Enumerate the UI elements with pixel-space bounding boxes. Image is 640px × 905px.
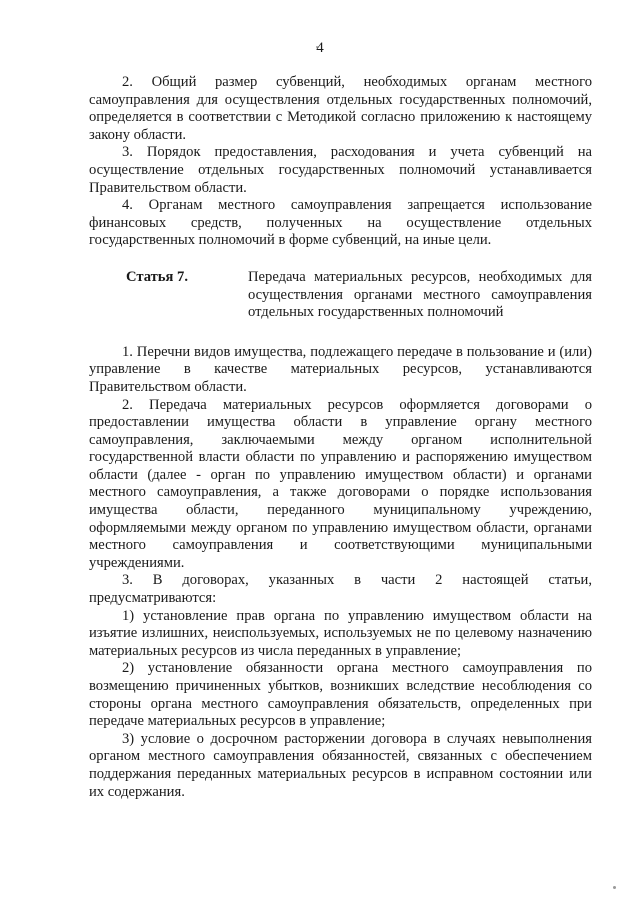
- paragraph-subvention-size: 2. Общий размер субвенций, необходимых органам местного самоуправления для осуществления отдельных государственных полномочий, определяется в соответствии с Методикой согласно приложению к настоящему закону области.: [89, 74, 592, 143]
- list-item-damages-obligation: 2) установление обязанности органа местного самоуправления по возмещению причиненных убытков, возникших вследствие несоблюдения со стороны органа местного самоуправления обязательств, определенных при передаче материальных ресурсов в управление;: [89, 660, 592, 730]
- page-number: 4: [316, 40, 324, 56]
- scan-artifact-dot: [613, 886, 616, 889]
- article-heading: [126, 269, 592, 322]
- paragraph-subvention-procedure: 3. Порядок предоставления, расходования и учета субвенций на осуществление отдельных государственных полномочий устанавливается Правительством области.: [89, 144, 592, 196]
- spacer: [89, 322, 592, 344]
- paragraph-property-lists: 1. Перечни видов имущества, подлежащего передаче в пользование и (или) управление в качестве материальных ресурсов, устанавливаются Правительством области.: [89, 343, 592, 395]
- list-item-withdrawal-rights: 1) установление прав органа по управлению имуществом области на изъятие излишних, неиспользуемых, используемых не по целевому назначению материальных ресурсов из числа переданных в управление;: [89, 607, 592, 659]
- paragraph-transfer-contracts: 2. Передача материальных ресурсов оформляется договорами о предоставлении имущества области в управление органу местного самоуправления, заключаемыми между органом исполнительной государственной власти области по управлению и распоряжению имуществом области (далее - орган по управлению имуществом области) и органами местного самоуправления, а также договорами о порядке использования имущества области, переданного муниципальному учреждению, оформляемыми между органом по управлению имуществом области, органами местного самоуправления и соответствующими муниципальными учреждениями.: [89, 396, 592, 571]
- spacer: [89, 250, 592, 269]
- paragraph-subvention-prohibition: 4. Органам местного самоуправления запрещается использование финансовых средств, полученных на осуществление отдельных государственных полномочий в форме субвенций, на иные цели.: [89, 197, 592, 249]
- paragraph-contract-provisions: 3. В договорах, указанных в части 2 настоящей статьи, предусматриваются:: [89, 572, 592, 607]
- document-body: [89, 74, 592, 801]
- list-item-early-termination: 3) условие о досрочном расторжении договора в случаях невыполнения органом местного самоуправления обязанностей, связанных с обеспечением поддержания переданных материальных ресурсов в исправном состоянии или их содержания.: [89, 730, 592, 800]
- article-label: Статья 7.: [126, 268, 188, 285]
- article-title: Передача материальных ресурсов, необходимых для осуществления органами местного самоуправления отдельных государственных полномочий: [248, 268, 592, 321]
